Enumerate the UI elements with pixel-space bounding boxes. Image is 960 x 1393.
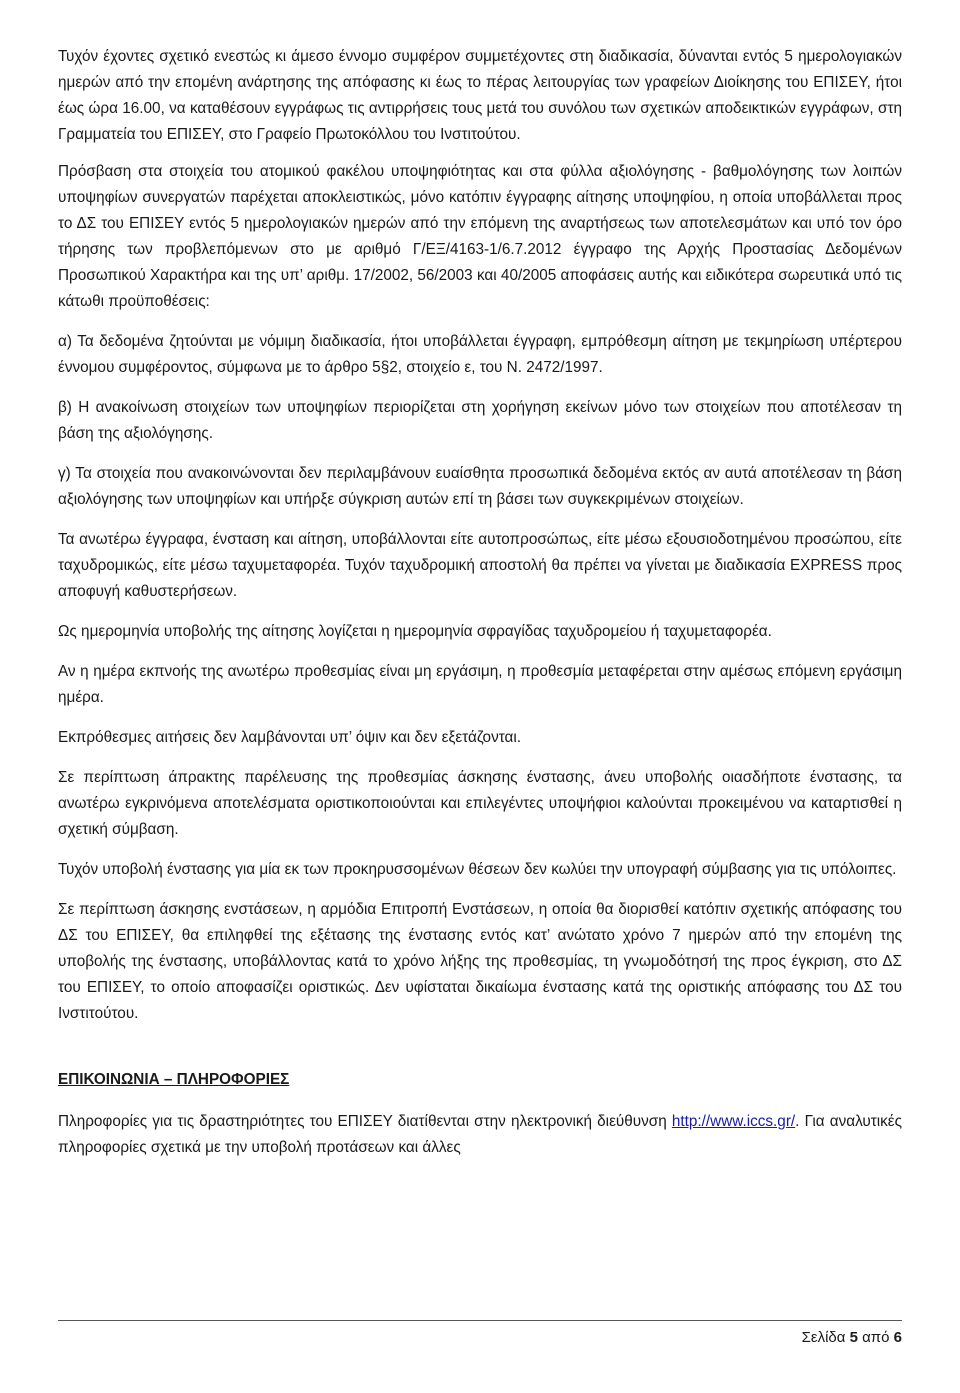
- section-spacer: [58, 1027, 902, 1067]
- paragraph-submission-date: Ως ημερομηνία υποβολής της αίτησης λογίζεται η ημερομηνία σφραγίδας ταχυδρομείου ή ταχυμεταφορέα.: [58, 623, 772, 640]
- paragraph-condition-c: γ) Τα στοιχεία που ανακοινώνονται δεν περιλαμβάνουν ευαίσθητα προσωπικά δεδομένα εκτός αν αυτά αποτέλεσαν τη βάση αξιολόγησης των υποψηφίων και υπήρξε σύγκριση αυτών επί τη βάσει των συγκεκριμένων στοιχείων.: [58, 465, 902, 508]
- paragraph-submission-methods: Τα ανωτέρω έγγραφα, ένσταση και αίτηση, υποβάλλονται είτε αυτοπροσώπως, είτε μέσω εξουσιοδοτημένου προσώπου, είτε ταχυδρομικώς, είτε μέσω ταχυμεταφορέα. Τυχόν ταχυδρομική αποστολή θα πρέπει να γίνεται με διαδικασία EXPRESS προς αποφυγή καθυστερήσεων.: [58, 531, 902, 600]
- document-body: [58, 44, 902, 1161]
- contact-text-before-link: Πληροφορίες για τις δραστηριότητες του ΕΠΙΣΕΥ διατίθενται στην ηλεκτρονική διεύθυνση: [58, 1113, 672, 1130]
- contact-heading: ΕΠΙΚΟΙΝΩΝΙΑ – ΠΛΗΡΟΦΟΡΙΕΣ: [58, 1071, 290, 1088]
- paragraph-late-applications: Εκπρόθεσμες αιτήσεις δεν λαμβάνονται υπ’ όψιν και δεν εξετάζονται.: [58, 729, 522, 746]
- paragraph-condition-a: α) Τα δεδομένα ζητούνται με νόμιμη διαδικασία, ήτοι υποβάλλεται έγγραφη, εμπρόθεσμη αίτηση με τεκμηρίωση υπέρτερου έννομου συμφέροντος, σύμφωνα με το άρθρο 5§2, στοιχείο ε, του Ν. 2472/1997.: [58, 333, 902, 376]
- footer-total-pages: 6: [893, 1329, 902, 1346]
- paragraph-deadline-holiday: Αν η ημέρα εκπνοής της ανωτέρω προθεσμίας είναι μη εργάσιμη, η προθεσμία μεταφέρεται στην αμέσως επόμενη εργάσιμη ημέρα.: [58, 663, 902, 706]
- paragraph-partial-objection: Τυχόν υποβολή ένστασης για μία εκ των προκηρυσσομένων θέσεων δεν κωλύει την υπογραφή σύμβασης για τις υπόλοιπες.: [58, 861, 897, 878]
- paragraph-condition-b: β) Η ανακοίνωση στοιχείων των υποψηφίων περιορίζεται στη χορήγηση εκείνων μόνο των στοιχείων που αποτέλεσαν τη βάση της αξιολόγησης.: [58, 399, 902, 442]
- paragraph-no-objection: Σε περίπτωση άπρακτης παρέλευσης της προθεσμίας άσκησης ένστασης, άνευ υποβολής οιασδήποτε ένστασης, τα ανωτέρω εγκρινόμενα αποτελέσματα οριστικοποιούνται και επιλεγέντες υποψήφιοι καλούνται προκειμένου να καταρτισθεί η σχετική σύμβαση.: [58, 769, 902, 838]
- footer-current-page: 5: [849, 1329, 858, 1346]
- paragraph-objection-deadline: Τυχόν έχοντες σχετικό ενεστώς κι άμεσο έννομο συμφέρον συμμετέχοντες στη διαδικασία, δύνανται εντός 5 ημερολογιακών ημερών από την επομένη ανάρτησης της απόφασης κι έως το πέρας λειτουργίας των γραφείων Διοίκησης του ΕΠΙΣΕΥ, ήτοι έως ώρα 16.00, να καταθέσουν εγγράφως τις αντιρρήσεις τους μετά του συνόλου των σχετικών αποδεικτικών εγγράφων, στη Γραμματεία του ΕΠΙΣΕΥ, στο Γραφείο Πρωτοκόλλου του Ινστιτούτου.: [58, 48, 902, 143]
- contact-paragraph: [58, 1109, 902, 1161]
- footer-page-prefix: Σελίδα: [801, 1329, 850, 1346]
- iccs-website-link[interactable]: http://www.iccs.gr/: [671, 1113, 796, 1130]
- contact-text-after-link: . Για αναλυτικές πληροφορίες σχετικά με την υποβολή προτάσεων και άλλες: [58, 1113, 903, 1156]
- paragraph-file-access: Πρόσβαση στα στοιχεία του ατομικού φακέλου υποψηφιότητας και στα φύλλα αξιολόγησης - βαθμολόγησης των λοιπών υποψηφίων συνεργατών παρέχεται αποκλειστικώς, μόνο κατόπιν έγγραφης αίτησης υποψηφίου, η οποία υποβάλλεται προς το ΔΣ του ΕΠΙΣΕΥ εντός 5 ημερολογιακών ημερών από την επόμενη της αναρτήσεως των αποτελεσμάτων και υπό τον όρο τήρησης των προβλεπόμενων στο με αριθμό Γ/ΕΞ/4163-1/6.7.2012 έγγραφο της Αρχής Προστασίας Δεδομένων Προσωπικού Χαρακτήρα και της υπ’ αριθμ. 17/2002, 56/2003 και 40/2005 αποφάσεις αυτής και ειδικότερα σωρευτικά υπό τις κάτωθι προϋποθέσεις:: [58, 163, 902, 310]
- page-footer: [58, 1320, 902, 1349]
- footer-page-middle: από: [857, 1329, 894, 1346]
- paragraph-objection-committee: Σε περίπτωση άσκησης ενστάσεων, η αρμόδια Επιτροπή Ενστάσεων, η οποία θα διορισθεί κατόπιν σχετικής απόφασης του ΔΣ του ΕΠΙΣΕΥ, θα επιληφθεί της εξέτασης της ένστασης εντός κατ’ ανώτατο χρόνο 7 ημερών από την επομένη της υποβολής της ένστασης, υποβάλλοντας κατά το χρόνο λήξης της προθεσμίας, τη γνωμοδότησή της προς έγκριση, στο ΔΣ του ΕΠΙΣΕΥ, το οποίο αποφασίζει οριστικώς. Δεν υφίσταται δικαίωμα ένστασης κατά της οριστικής απόφασης του ΔΣ του Ινστιτούτου.: [58, 901, 902, 1022]
